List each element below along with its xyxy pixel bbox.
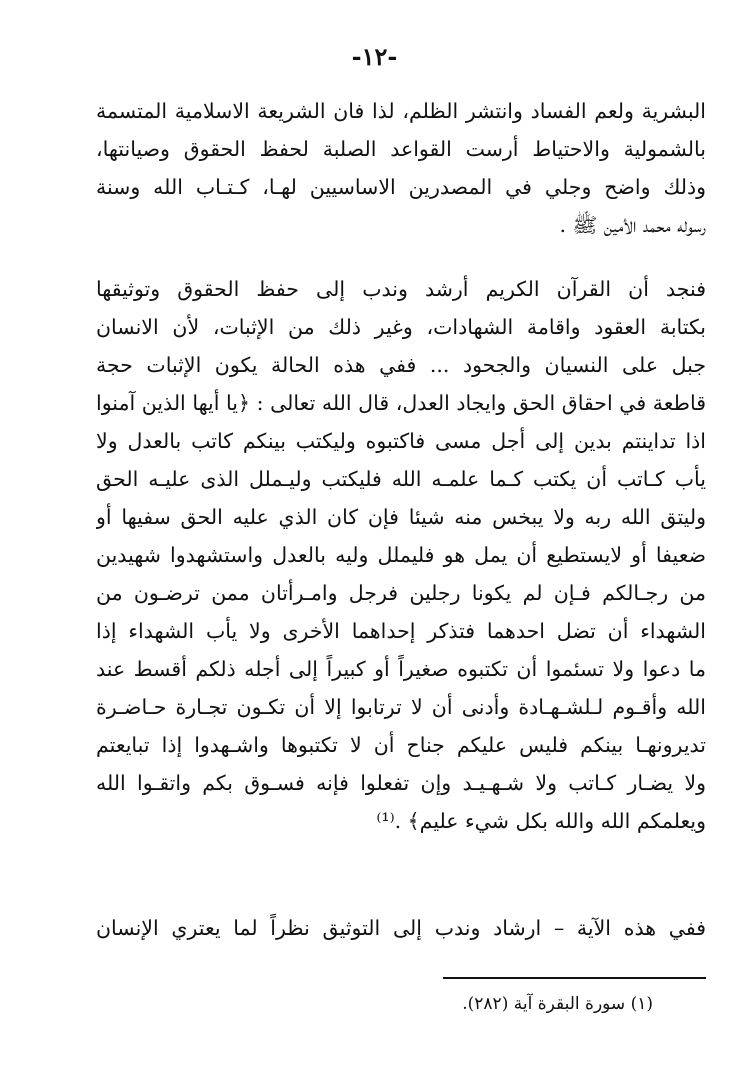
text-line: من رجـالكم فـإن لم يكونا رجلين فرجل وامـرأتان ممن ترضـون من [96,581,706,605]
text-line: بكتابة العقود واقامة الشهادات، وغير ذلك من الإثبات، لأن الانسان [96,315,706,339]
text-line: يأب كـاتب أن يكتب كـما علمـه الله فليكتب وليـملل الذى عليـه الحق [96,467,706,491]
text-line: البشرية ولعم الفساد وانتشر الظلم، لذا فان الشريعة الاسلامية المتسمة [96,99,706,123]
text-line: قاطعة في احقاق الحق وايجاد العدل، قال الله تعالى : ﴿يا أيها الذين آمنوا [96,391,706,415]
text-line: ضعيفا أو لايستطيع أن يمل هو فليملل وليه بالعدل واستشهدوا شهيدين [96,543,706,567]
text-line: جبل على النسيان والجحود ... ففي هذه الحالة يكون الإثبات حجة [96,353,706,377]
text-line: بالشمولية والاحتياط أرست القواعد الصلبة لحفظ الحقوق وصيانتها، [96,137,706,161]
text-line: ففي هذه الآية – ارشاد وندب إلى التوثيق نظراً لما يعتري الإنسان [96,916,706,940]
text-line: فنجد أن القرآن الكريم أرشد وندب إلى حفظ الحقوق وتوثيقها [96,277,706,301]
text-line: اذا تداينتم بدين إلى أجل مسى فاكتبوه وليكتب بينكم كاتب بالعدل ولا [96,429,706,453]
paragraph-conclusion [96,909,706,947]
text-line: ما دعوا ولا تسئموا أن تكتبوه صغيراً أو كبيراً إلى أجله ذلكم أقسط عند [96,657,706,681]
text-line: وليتق الله ربه ولا يبخس منه شيئا فإن كان الذي عليه الحق سفيها أو [96,505,706,529]
page-number: -١٢- [351,42,398,71]
footnote-divider [443,977,706,979]
footnote: (١) سورة البقرة آية (٢٨٢). [462,994,653,1014]
text-line: الله وأقـوم لـلشـهـادة وأدنى أن لا ترتابوا إلا أن تكـون تجـارة حـاضـرة [96,695,706,719]
text-line: تديرونهـا بينكم فليس عليكم جناح أن لا تكتبوها واشـهدوا إذا تبايعتم [96,733,706,757]
text-line: ويعلمكم الله والله بكل شيء عليم﴾ .⁽¹⁾ [376,809,706,833]
text-line: وذلك واضح وجلي في المصدرين الاساسيين لهـا، كـتـاب الله وسنة [96,175,706,199]
paragraph-quran-verse [96,270,706,840]
text-line: الشهداء أن تضل احدهما فتذكر إحداهما الأخرى ولا يأب الشهداء إذا [96,619,706,643]
paragraph-intro [96,92,706,244]
text-line: ولا يضـار كـاتب ولا شـهـيـد وإن تفعلوا فإنه فسـوق بكم واتقـوا الله [96,771,706,795]
text-line: رسوله محمد الأمين ﷺ . [559,213,706,237]
